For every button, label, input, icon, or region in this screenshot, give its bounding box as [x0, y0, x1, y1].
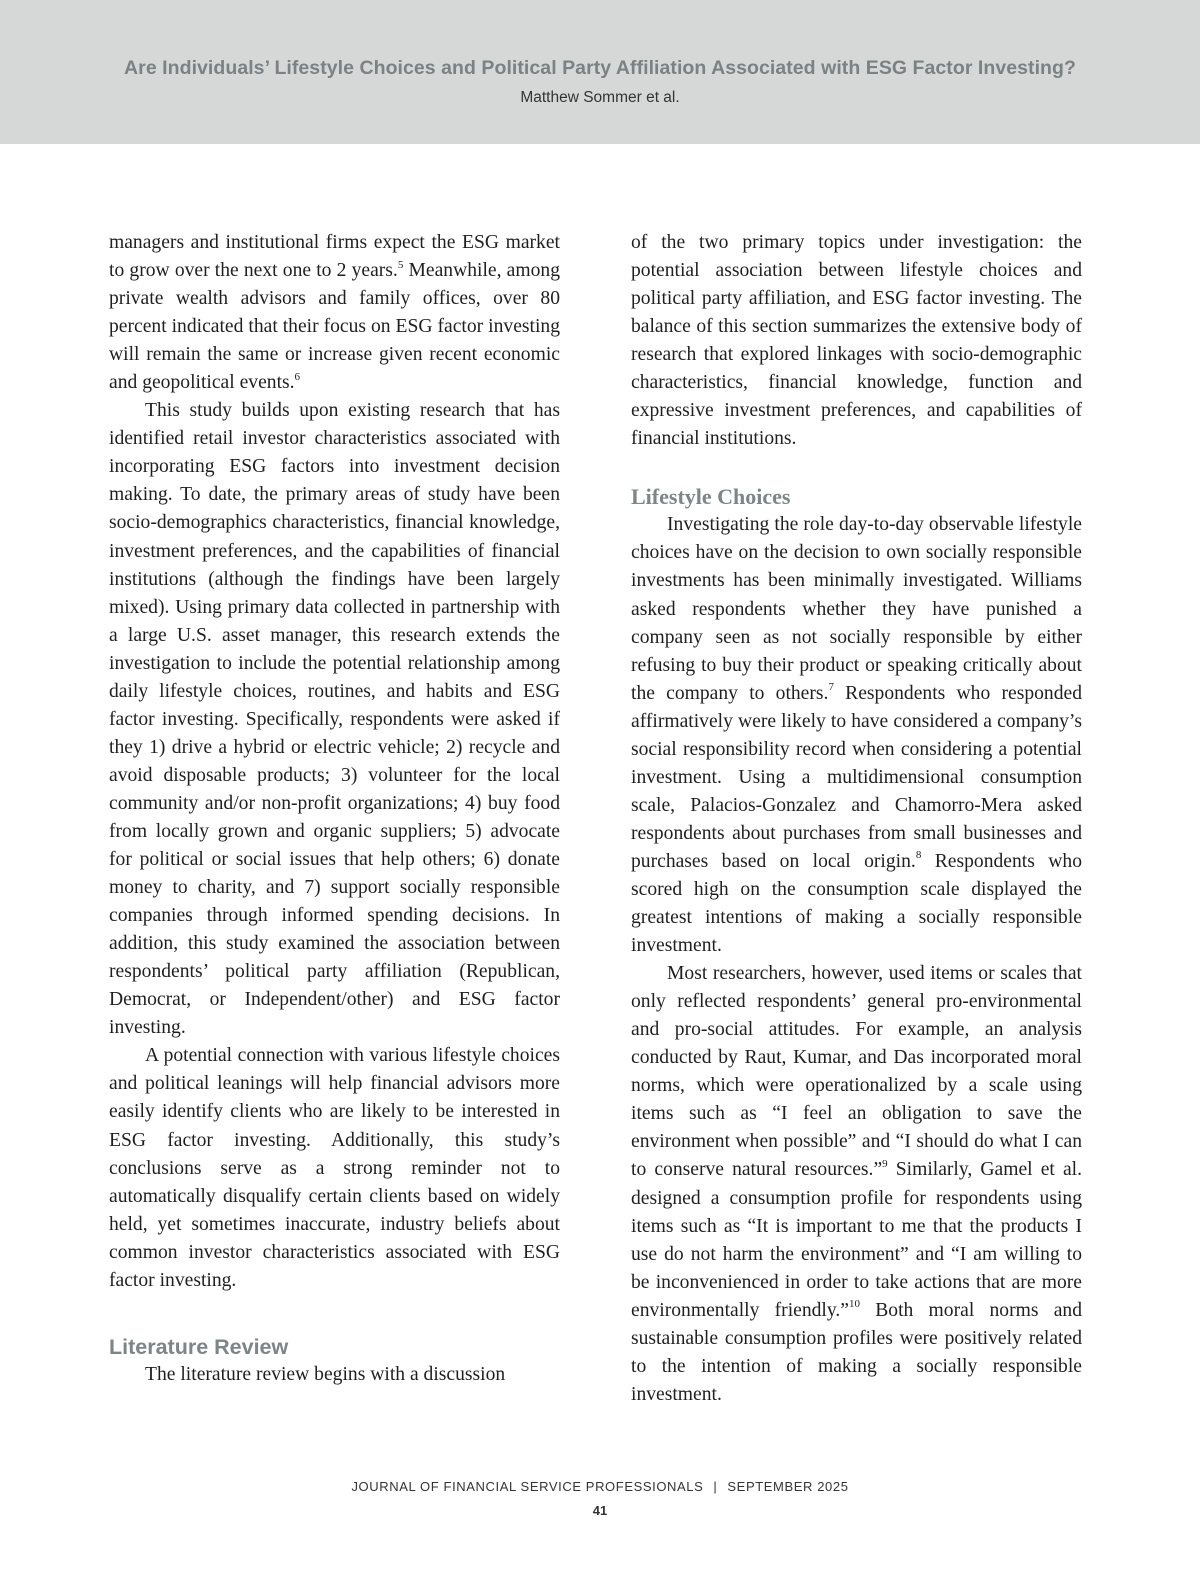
paragraph-right-1: of the two primary topics under investigation: the potential association between lifestyle choices and political party affiliation, and ESG factor investing. The balance of this section summarizes the extensive body of research that explored linkages with socio-demographic characteristics, financial knowledge, function and expressive investment preferences, and capabilities of financial institutions. [631, 232, 1082, 450]
text-run: Most researchers, however, used items or scales that only reflected respondents’ general pro-environmental and pro-social attitudes. For example, an analysis conducted by Raut, Kumar, and Das incorporated moral norms, which were operationalized by a scale using items such as “I feel an obligation to save the environment when possible” and “I should do what I can to conserve natural resources.” [631, 963, 1082, 1181]
page-number: 41 [592, 1503, 608, 1518]
paragraph-right-2 [631, 511, 1082, 960]
text-run: Similarly, Gamel et al. designed a consumption profile for respondents using items such as “It is important to me that the products I use do not harm the environment” and “I am willing to be inconvenienced in order to take actions that are more environmentally friendly.” [631, 1159, 1082, 1321]
issue-date: SEPTEMBER 2025 [727, 1479, 849, 1494]
paragraph-left-4: The literature review begins with a discussion [145, 1363, 506, 1385]
journal-name: JOURNAL OF FINANCIAL SERVICE PROFESSIONALS [351, 1479, 704, 1494]
running-header-authors: Matthew Sommer et al. [520, 89, 680, 106]
left-column [109, 229, 560, 1389]
text-run: Respondents who scored high on the consumption scale displayed the greatest intentions of making a socially responsible investment. [631, 850, 1082, 957]
page-footer [0, 1479, 1200, 1518]
paragraph-left-2: This study builds upon existing research that has identified retail investor characteristics associated with incorporating ESG factors into investment decision making. To date, the primary areas of study have been socio-demographics characteristics, financial knowledge, investment preferences, and the capabilities of financial institutions (although the findings have been largely mixed). Using primary data collected in partnership with a large U.S. asset manager, this research extends the investigation to include the potential relationship among daily lifestyle choices, routines, and habits and ESG factor investing. Specifically, respondents were asked if they 1) drive a hybrid or electric vehicle; 2) recycle and avoid disposable products; 3) volunteer for the local community and/or non-profit organizations; 4) buy food from locally grown and organic suppliers; 5) advocate for political or social issues that help others; 6) donate money to charity, and 7) support socially responsible companies through informed spending decisions. In addition, this study examined the association between respondents’ political party affiliation (Republican, Democrat, or Independent/other) and ESG factor investing. [109, 400, 560, 1039]
text-run: Investigating the role day-to-day observable lifestyle choices have on the decision to own socially responsible investments has been minimally investigated. Williams asked respondents whether they have punished a company seen as not socially responsible by either refusing to buy their product or speaking critically about the company to others. [631, 514, 1082, 704]
running-header [0, 0, 1200, 144]
footnote-ref-10: 10 [849, 1298, 860, 1311]
footer-separator: | [713, 1479, 718, 1494]
paragraph-left-3: A potential connection with various lifestyle choices and political leanings will help financial advisors more easily identify clients who are likely to be interested in ESG factor investing. Additionally, this study’s conclusions serve as a strong reminder not to automatically disqualify certain clients based on widely held, yet sometimes inaccurate, industry beliefs about common investor characteristics associated with ESG factor investing. [109, 1045, 560, 1291]
subsection-heading-lifestyle-choices: Lifestyle Choices [631, 484, 791, 510]
footnote-ref-7: 7 [828, 681, 834, 694]
text-run: Respondents who responded affirmatively were likely to have considered a company’s social responsibility record when considering a potential investment. Using a multidimensional consumption scale, Palacios-Gonzalez and Chamorro-Mera asked respondents about purchases from small businesses and purchases based on local origin. [631, 682, 1082, 872]
footnote-ref-6: 6 [294, 370, 301, 383]
footnote-ref-9: 9 [882, 1157, 888, 1170]
paragraph-left-1 [109, 229, 560, 397]
paragraph-right-3 [631, 960, 1082, 1409]
footnote-ref-5: 5 [397, 258, 404, 271]
right-column [631, 229, 1082, 1409]
footnote-ref-8: 8 [915, 849, 922, 862]
text-run: managers and institutional firms expect the ESG market to grow over the next one to 2 years. [109, 232, 560, 282]
text-run: Both moral norms and sustainable consumption profiles were positively related to the intention of making a socially responsible investment. [631, 1299, 1082, 1405]
text-run: Meanwhile, among private wealth advisors and family offices, over 80 percent indicated that their focus on ESG factor investing will remain the same or increase given recent economic and geopolitical events. [109, 260, 560, 394]
section-heading-literature-review: Literature Review [109, 1334, 289, 1359]
footer-line [0, 1479, 1200, 1494]
running-header-title: Are Individuals’ Lifestyle Choices and Political Party Affiliation Associated with ESG Factor Investing? [124, 57, 1076, 79]
